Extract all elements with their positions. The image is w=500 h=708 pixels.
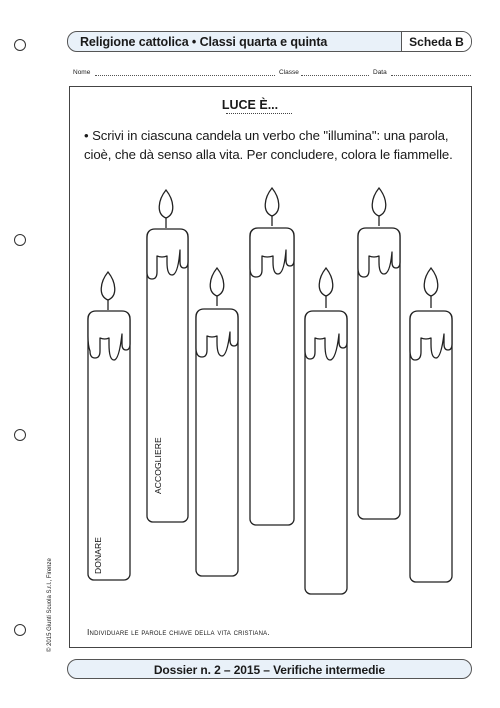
candle-4[interactable] [250,188,294,525]
header-title: Religione cattolica • Classi quarta e quinta [80,35,328,49]
candle-3[interactable] [196,268,238,576]
candle-2-word[interactable]: ACCOGLIERE [153,437,163,494]
date-label: Data [373,69,387,76]
candle-2-flame-icon [159,190,173,218]
candle-1-word[interactable]: DONARE [93,537,103,574]
worksheet-title: LUCE È... [221,98,279,112]
candle-1[interactable] [88,272,130,580]
candle-7-flame-icon [424,268,438,296]
candle-4-flame-icon [265,188,279,216]
candle-7[interactable] [410,268,452,582]
scheda-badge-label: Scheda B [409,35,464,49]
footer-text: Dossier n. 2 – 2015 – Verifiche intermedie [153,663,386,677]
copyright-notice: © 2015 Giunti Scuola S.r.l., Firenze [47,558,53,652]
class-label: Classe [279,69,299,76]
worksheet-footnote: Individuare le parole chiave della vita cristiana. [87,627,270,637]
worksheet-instruction: • Scrivi in ciascuna candela un verbo che "illumina": una parola, cioè, che dà senso alla vita. Per concludere, colora le fiammelle. [84,128,453,162]
candle-6[interactable] [358,188,400,519]
footer-bar [67,659,472,679]
candle-1-flame-icon [101,272,115,300]
candle-5[interactable] [305,268,347,594]
name-label: Nome [73,69,91,76]
candle-3-flame-icon [210,268,224,296]
candle-5-flame-icon [319,268,333,296]
candle-6-flame-icon [372,188,386,216]
